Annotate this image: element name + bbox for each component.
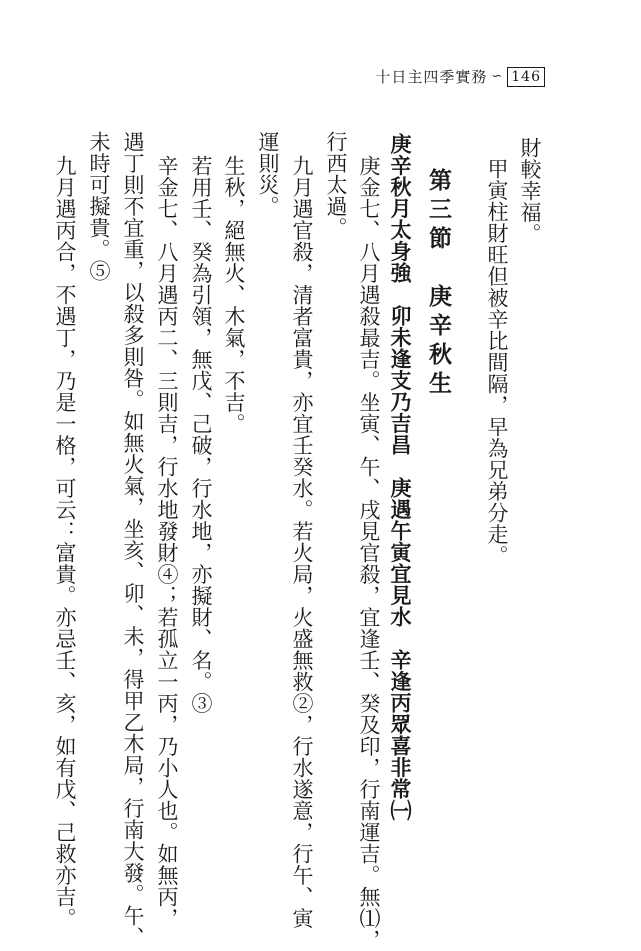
running-title: 十日主四季實務 [375,68,488,86]
text-column-13: 未時可擬貴。⑤ [87,131,111,282]
text-column-2: 甲寅柱財旺但被辛比間隔，早為兄弟分走。 [485,158,509,567]
section-heading: 第三節 庚辛秋生 [425,168,451,400]
verse-heading: 庚辛秋月太身強 卯未逢支乃吉昌 庚遇午寅宜見水 辛逢丙眾喜非常㈠ [388,133,412,821]
text-column-1: 財較幸福。 [518,137,542,245]
text-column-10: 若用壬、癸為引領，無戊、己破，行水地，亦擬財、名。③ [189,155,213,714]
text-column-5: 庚金七、八月遇殺最吉。坐寅、午、戌見官殺，宜逢壬、癸及印，行南運吉。無⑴， [357,155,381,951]
page-number: 146 [507,67,545,87]
text-column-9: 生秋，絕無火、木氣，不吉。 [222,155,246,435]
text-column-8: 運則災。 [256,131,280,217]
text-column-12: 遇丁則不宜重，以殺多則咎。如無火氣，坐亥、卯、未，得甲乙木局，行南大發。午、 [121,131,145,948]
page-header [375,66,545,87]
text-column-6: 行西太過。 [324,131,348,239]
text-column-7: 九月遇官殺，清者富貴，亦宜壬癸水。若火局，火盛無救②，行水遂意，行午、寅 [290,155,314,929]
text-column-11: 辛金七、八月遇丙二、三則吉，行水地發財④；若孤立一丙，乃小人也。如無丙， [155,155,179,929]
text-column-14: 九月遇丙合，不遇丁，乃是一格，可云：富貴。亦忌壬、亥，如有戊、己救亦吉。 [53,155,77,929]
ornament-icon: ∽ [491,69,504,84]
